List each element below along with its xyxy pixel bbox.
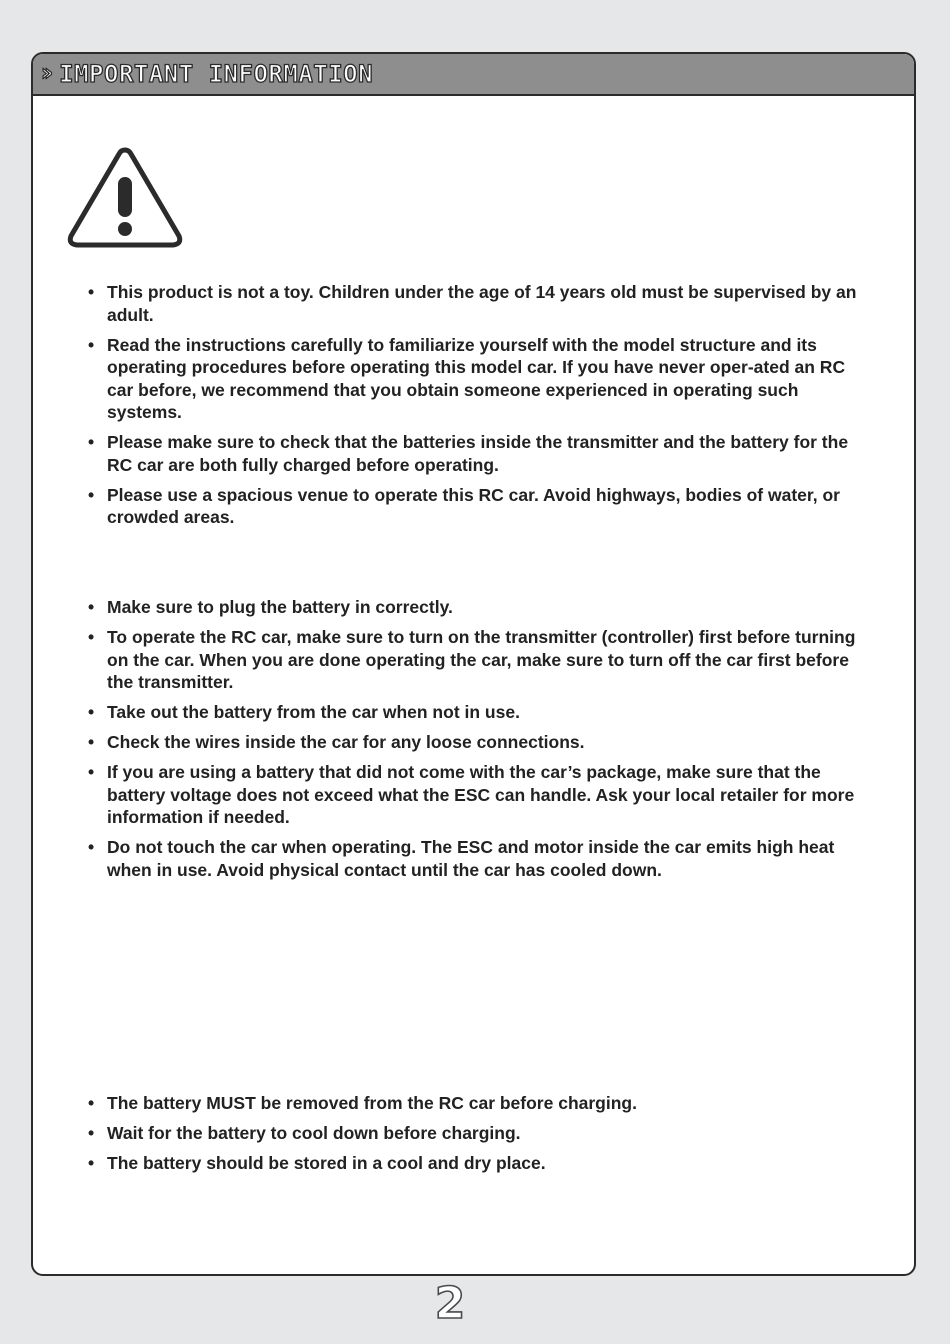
list-item: • The battery should be stored in a cool and dry place. [88,1152,873,1175]
list-item: • This product is not a toy. Children under the age of 14 years old must be supervised by an adult. [88,281,873,326]
info-panel [31,52,916,1276]
list-item: • Wait for the battery to cool down before charging. [88,1122,873,1145]
list-item: • Do not touch the car when operating. The ESC and motor inside the car emits high heat when in use. Avoid physical contact until the car has cooled down. [88,836,873,881]
list-item: • Check the wires inside the car for any loose connections. [88,731,873,754]
list-item: • Read the instructions carefully to familiarize yourself with the model structure and its operating procedures before operating this model car. If you have never oper-ated an RC car before, we recommend that you obtain someone experienced in operating such systems. [88,334,873,424]
page-number: 2 [434,1278,466,1329]
list-item: • To operate the RC car, make sure to turn on the transmitter (controller) first before turning on the car. When you are done operating the car, make sure to turn off the car first before the transmitter. [88,626,873,694]
battery-safety-list [88,1092,873,1182]
list-item: • If you are using a battery that did not come with the car’s package, make sure that the battery voltage does not exceed what the ESC can handle. Ask your local retailer for more information if needed. [88,761,873,829]
section-header [33,54,914,96]
list-item: • Please make sure to check that the batteries inside the transmitter and the battery for the RC car are both fully charged before operating. [88,431,873,476]
list-item: • Make sure to plug the battery in correctly. [88,596,873,619]
general-safety-list [88,281,873,536]
page-title: IMPORTANT INFORMATION [59,60,374,88]
list-item: • Please use a spacious venue to operate this RC car. Avoid highways, bodies of water, or crowded areas. [88,484,873,529]
list-item: • The battery MUST be removed from the RC car before charging. [88,1092,873,1115]
warning-triangle-icon [65,144,185,252]
list-item: • Take out the battery from the car when not in use. [88,701,873,724]
operation-safety-list [88,596,873,889]
double-chevron-icon: ›› [41,61,48,86]
